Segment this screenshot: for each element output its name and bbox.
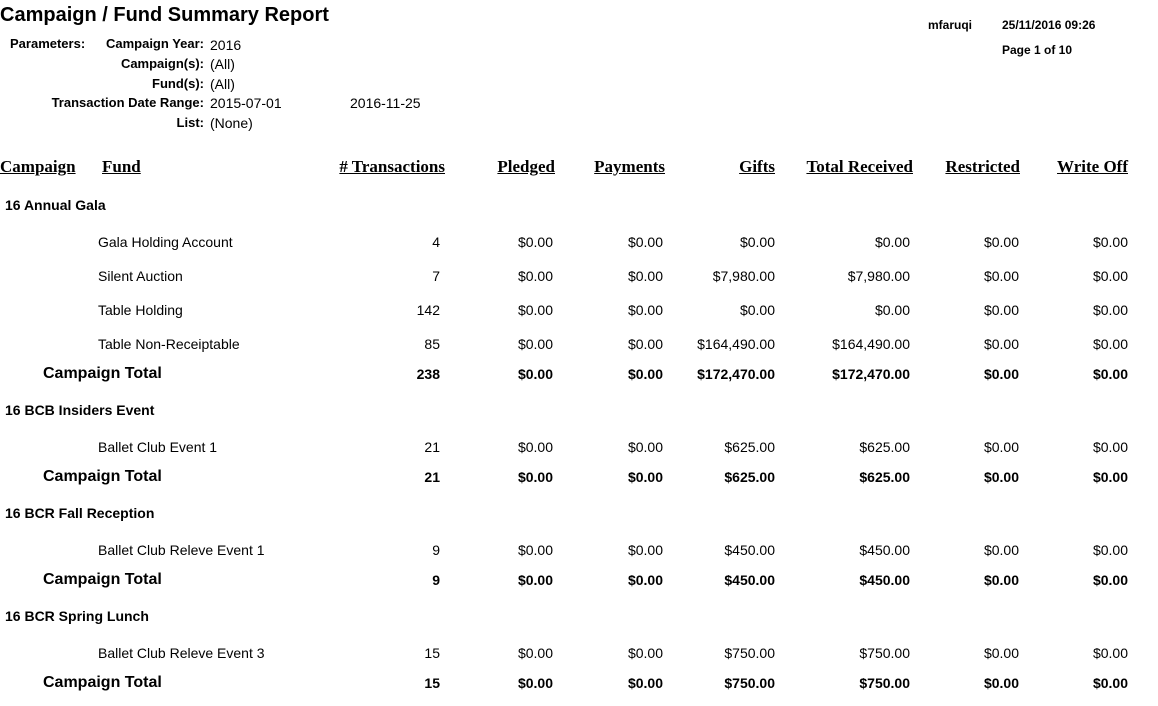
total-write-off: $0.00 (1092, 366, 1128, 382)
funds-label: Fund(s): (152, 76, 204, 91)
campaign-year-value: 2016 (210, 37, 242, 53)
payments-cell: $0.00 (627, 542, 663, 558)
gifts-cell: $0.00 (739, 234, 775, 250)
total-gifts: $172,470.00 (697, 366, 775, 382)
total-payments: $0.00 (627, 572, 663, 588)
total-received-cell: $0.00 (874, 302, 910, 318)
col-header-fund: Fund (102, 157, 141, 176)
write-off-cell: $0.00 (1092, 268, 1128, 284)
list-value: (None) (210, 115, 253, 131)
gifts-cell: $625.00 (724, 439, 775, 455)
pledged-cell: $0.00 (517, 336, 553, 352)
gifts-cell: $164,490.00 (697, 336, 775, 352)
payments-cell: $0.00 (627, 645, 663, 661)
col-header-restricted: Restricted (945, 157, 1020, 176)
total-total-received: $625.00 (859, 469, 910, 485)
page-indicator: Page 1 of 10 (1002, 43, 1073, 57)
col-header-payments: Payments (594, 157, 665, 176)
report-user: mfaruqi (928, 18, 973, 32)
total-total-received: $450.00 (859, 572, 910, 588)
total-received-cell: $7,980.00 (847, 268, 910, 284)
total-transactions: 21 (424, 469, 440, 485)
total-write-off: $0.00 (1092, 675, 1128, 691)
total-payments: $0.00 (627, 675, 663, 691)
fund-name: Gala Holding Account (98, 234, 233, 250)
transactions-cell: 7 (432, 268, 440, 284)
payments-cell: $0.00 (627, 336, 663, 352)
total-restricted: $0.00 (983, 675, 1019, 691)
report-timestamp: 25/11/2016 09:26 (1002, 18, 1096, 32)
parameters-heading: Parameters: (10, 36, 86, 51)
total-pledged: $0.00 (517, 675, 553, 691)
total-total-received: $172,470.00 (832, 366, 910, 382)
total-transactions: 9 (432, 572, 440, 588)
total-gifts: $450.00 (724, 572, 775, 588)
col-header-total-received: Total Received (806, 157, 913, 176)
funds-value: (All) (210, 76, 235, 92)
write-off-cell: $0.00 (1092, 542, 1128, 558)
transactions-cell: 21 (424, 439, 440, 455)
total-pledged: $0.00 (517, 469, 553, 485)
transactions-cell: 15 (424, 645, 440, 661)
restricted-cell: $0.00 (983, 268, 1019, 284)
total-write-off: $0.00 (1092, 469, 1128, 485)
campaigns-label: Campaign(s): (120, 56, 204, 71)
restricted-cell: $0.00 (983, 542, 1019, 558)
total-gifts: $625.00 (724, 469, 775, 485)
fund-name: Table Holding (98, 302, 183, 318)
pledged-cell: $0.00 (517, 302, 553, 318)
total-write-off: $0.00 (1092, 572, 1128, 588)
campaign-group-name: 16 BCR Spring Lunch (5, 608, 149, 624)
campaign-total-label: Campaign Total (43, 571, 162, 588)
payments-cell: $0.00 (627, 439, 663, 455)
gifts-cell: $0.00 (739, 302, 775, 318)
pledged-cell: $0.00 (517, 234, 553, 250)
col-header-gifts: Gifts (739, 157, 775, 176)
write-off-cell: $0.00 (1092, 234, 1128, 250)
payments-cell: $0.00 (627, 268, 663, 284)
campaign-group-name: 16 BCB Insiders Event (5, 402, 155, 418)
total-gifts: $750.00 (724, 675, 775, 691)
transactions-cell: 9 (432, 542, 440, 558)
transactions-cell: 4 (432, 234, 440, 250)
fund-name: Silent Auction (98, 268, 183, 284)
total-payments: $0.00 (627, 469, 663, 485)
total-received-cell: $164,490.00 (832, 336, 910, 352)
campaign-group-name: 16 BCR Fall Reception (5, 505, 155, 521)
total-pledged: $0.00 (517, 366, 553, 382)
campaign-total-label: Campaign Total (43, 674, 162, 691)
write-off-cell: $0.00 (1092, 302, 1128, 318)
transactions-cell: 85 (424, 336, 440, 352)
total-received-cell: $750.00 (859, 645, 910, 661)
pledged-cell: $0.00 (517, 268, 553, 284)
campaign-total-label: Campaign Total (43, 468, 162, 485)
pledged-cell: $0.00 (517, 439, 553, 455)
pledged-cell: $0.00 (517, 645, 553, 661)
write-off-cell: $0.00 (1092, 645, 1128, 661)
restricted-cell: $0.00 (983, 302, 1019, 318)
pledged-cell: $0.00 (517, 542, 553, 558)
payments-cell: $0.00 (627, 302, 663, 318)
gifts-cell: $7,980.00 (712, 268, 775, 284)
write-off-cell: $0.00 (1092, 336, 1128, 352)
restricted-cell: $0.00 (983, 439, 1019, 455)
fund-name: Ballet Club Event 1 (98, 439, 218, 455)
gifts-cell: $450.00 (724, 542, 775, 558)
total-restricted: $0.00 (983, 366, 1019, 382)
col-header-transactions: # Transactions (339, 157, 445, 176)
restricted-cell: $0.00 (983, 336, 1019, 352)
date-to-value: 2016-11-25 (350, 95, 421, 111)
payments-cell: $0.00 (627, 234, 663, 250)
list-label: List: (176, 115, 204, 130)
total-received-cell: $0.00 (874, 234, 910, 250)
report-title: Campaign / Fund Summary Report (0, 4, 329, 26)
fund-name: Table Non-Receiptable (98, 336, 240, 352)
total-transactions: 238 (416, 366, 440, 382)
gifts-cell: $750.00 (724, 645, 775, 661)
campaign-year-label: Campaign Year: (105, 36, 204, 51)
total-restricted: $0.00 (983, 572, 1019, 588)
write-off-cell: $0.00 (1092, 439, 1128, 455)
total-received-cell: $625.00 (859, 439, 910, 455)
fund-name: Ballet Club Releve Event 3 (98, 645, 265, 661)
restricted-cell: $0.00 (983, 645, 1019, 661)
total-total-received: $750.00 (859, 675, 910, 691)
total-pledged: $0.00 (517, 572, 553, 588)
restricted-cell: $0.00 (983, 234, 1019, 250)
fund-name: Ballet Club Releve Event 1 (98, 542, 265, 558)
total-received-cell: $450.00 (859, 542, 910, 558)
col-header-campaign: Campaign (0, 157, 76, 176)
campaign-group-name: 16 Annual Gala (5, 197, 106, 213)
col-header-pledged: Pledged (497, 157, 555, 176)
total-transactions: 15 (424, 675, 440, 691)
campaign-total-label: Campaign Total (43, 365, 162, 382)
campaigns-value: (All) (210, 56, 235, 72)
transactions-cell: 142 (416, 302, 440, 318)
col-header-write-off: Write Off (1057, 157, 1128, 176)
total-restricted: $0.00 (983, 469, 1019, 485)
date-from-value: 2015-07-01 (210, 95, 282, 111)
date-range-label: Transaction Date Range: (51, 95, 204, 110)
total-payments: $0.00 (627, 366, 663, 382)
